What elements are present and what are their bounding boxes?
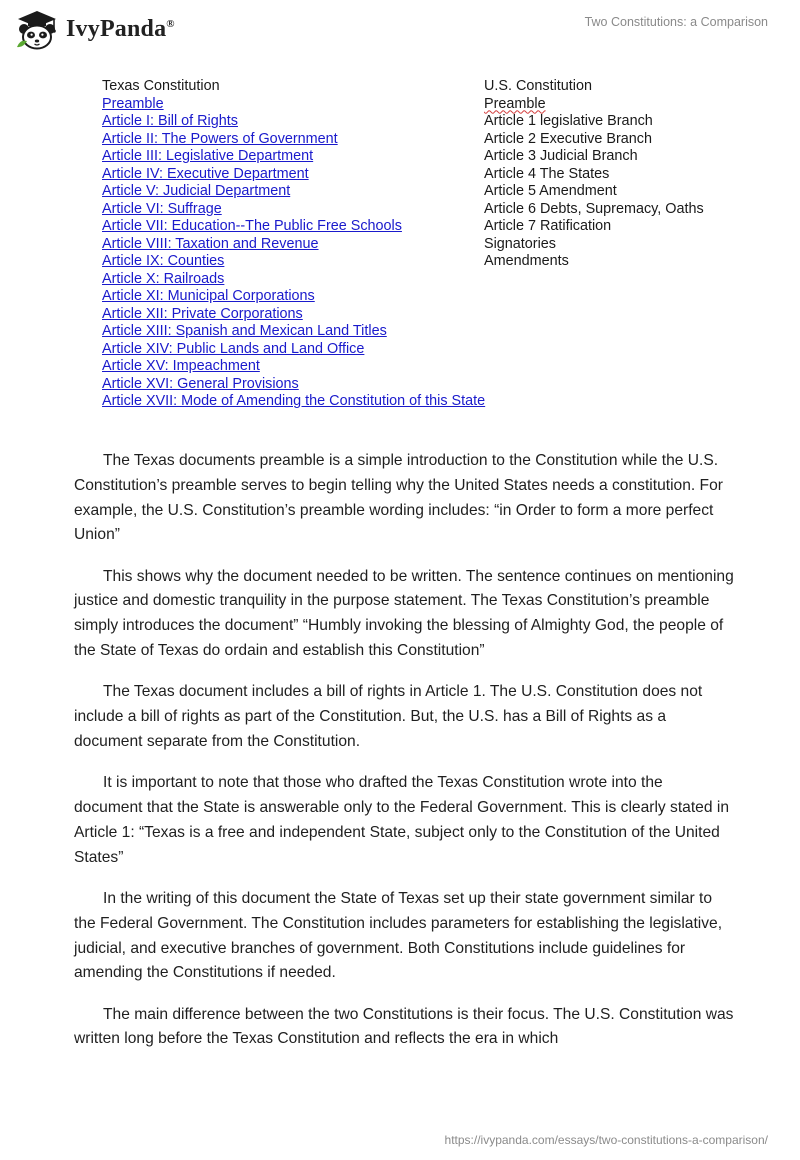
essay-paragraph: The Texas documents preamble is a simple introduction to the Constitution while the U.S. Constitution’s preamble serves to begin telling why the United States needs a constitution. For example, the U.S. Constitution’s preamble wording includes: “in Order to form a more perfect Union” — [74, 452, 723, 544]
texas-toc-link[interactable]: Article VI: Suffrage — [102, 200, 222, 217]
texas-toc-link[interactable]: Article III: Legislative Department — [102, 148, 314, 164]
essay-paragraph: The main difference between the two Constitutions is their focus. The U.S. Constitution was written long before the Texas Constitution and reflects the era in which — [74, 1005, 734, 1048]
us-constitution-heading: U.S. Constitution — [484, 78, 592, 94]
texas-toc-link[interactable]: Article XVII: Mode of Amending the Constitution of this State — [102, 393, 486, 409]
us-toc-item: Article 4 The States — [484, 165, 610, 182]
us-toc-item: Article 1 legislative Branch — [484, 113, 653, 129]
texas-toc-link[interactable]: Article X: Railroads — [102, 270, 225, 287]
essay-paragraph: In the writing of this document the State of Texas set up their state government similar to the Federal Government. The Constitution includes parameters for establishing the legislative, judicial, and executive branches of government. Both Constitutions include guidelines for amending the Constitutions if needed. — [74, 889, 723, 982]
us-toc-item: Amendments — [484, 253, 569, 269]
ivypanda-logo[interactable] — [14, 8, 175, 50]
texas-toc-link[interactable]: Article I: Bill of Rights — [102, 113, 238, 129]
texas-toc-link[interactable]: Article IX: Counties — [102, 253, 225, 269]
essay-paragraph: The Texas document includes a bill of rights in Article 1. The U.S. Constitution does not include a bill of rights as part of the Constitution. But, the U.S. has a Bill of Rights as a document separate from the Constitution. — [74, 683, 703, 750]
texas-toc-link[interactable]: Article XII: Private Corporations — [102, 305, 303, 322]
texas-toc-link[interactable]: Article VIII: Taxation and Revenue — [102, 235, 319, 252]
us-constitution-column — [484, 78, 704, 271]
brand-name: IvyPanda® — [66, 15, 175, 42]
panda-graduate-icon — [14, 8, 60, 50]
document-title: Two Constitutions: a Comparison — [584, 15, 768, 29]
source-url[interactable]: https://ivypanda.com/essays/two-constitutions-a-comparison/ — [444, 1133, 768, 1147]
texas-toc-link[interactable]: Article IV: Executive Department — [102, 165, 309, 182]
us-toc-item: Article 2 Executive Branch — [484, 130, 652, 147]
us-toc-item: Article 3 Judicial Branch — [484, 148, 638, 164]
texas-toc-link[interactable]: Article XIII: Spanish and Mexican Land Titles — [102, 323, 387, 339]
texas-toc-link[interactable]: Article V: Judicial Department — [102, 183, 291, 199]
texas-constitution-heading: Texas Constitution — [102, 78, 220, 94]
us-toc-item: Signatories — [484, 235, 556, 252]
texas-toc-link[interactable]: Article XIV: Public Lands and Land Office — [102, 340, 365, 357]
essay-paragraph: It is important to note that those who drafted the Texas Constitution wrote into the document that the State is answerable only to the Federal Government. This is clearly stated in Article 1: “Texas is a free and independent State, subject only to the Constitution of the United States” — [74, 774, 729, 866]
texas-toc-link[interactable]: Article VII: Education--The Public Free Schools — [102, 218, 402, 234]
essay-paragraph: This shows why the document needed to be written. The sentence continues on mentioning justice and domestic tranquility in the purpose statement. The Texas Constitution’s preamble simply introduces the document” “Humbly invoking the blessing of Almighty God, the people of the State of Texas do ordain and establish this Constitution” — [74, 567, 734, 660]
texas-toc-link[interactable]: Preamble — [102, 95, 164, 112]
texas-constitution-column — [102, 78, 485, 411]
constitutions-table-of-contents — [0, 78, 800, 418]
us-toc-item: Article 5 Amendment — [484, 183, 617, 199]
essay-body — [74, 449, 734, 1069]
us-toc-item: Article 6 Debts, Supremacy, Oaths — [484, 200, 704, 217]
texas-toc-link[interactable]: Article XVI: General Provisions — [102, 375, 299, 392]
texas-toc-link[interactable]: Article II: The Powers of Government — [102, 130, 338, 147]
texas-toc-link[interactable]: Article XI: Municipal Corporations — [102, 288, 315, 304]
texas-toc-link[interactable]: Article XV: Impeachment — [102, 358, 260, 374]
spellcheck-underlined-text: Preamble — [484, 95, 546, 112]
us-toc-item: Article 7 Ratification — [484, 218, 612, 234]
page-header — [0, 0, 800, 60]
us-toc-item — [484, 96, 704, 114]
